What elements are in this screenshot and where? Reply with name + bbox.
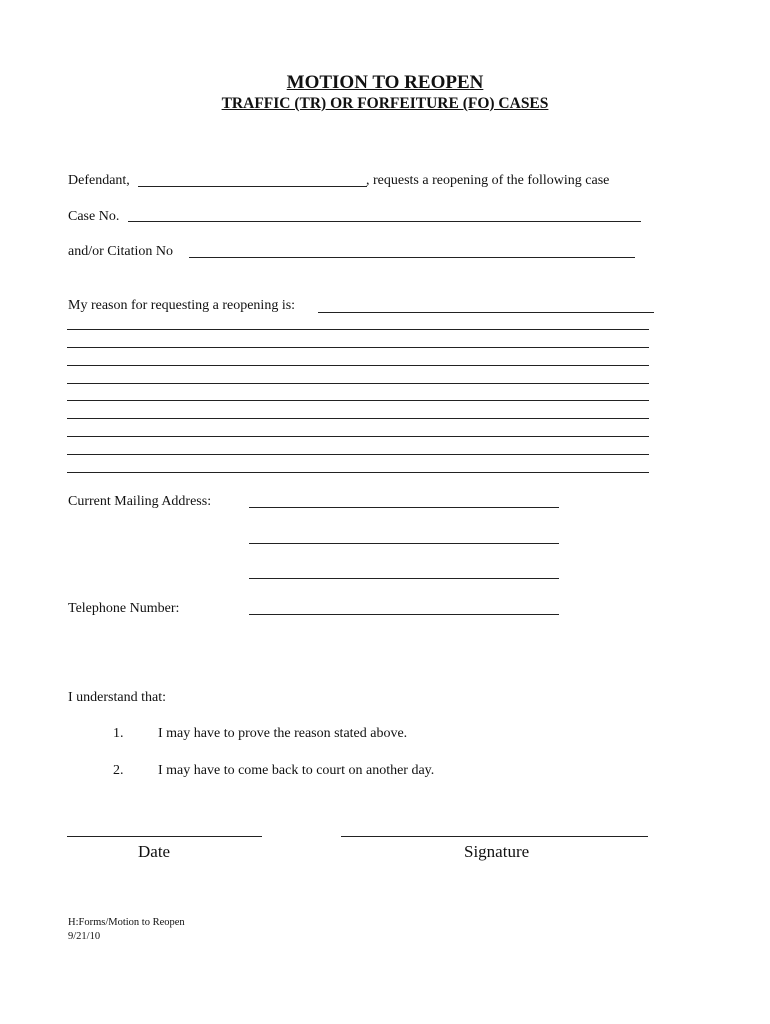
reason-field-line-5[interactable]: [67, 383, 649, 384]
page-subtitle: TRAFFIC (TR) OR FORFEITURE (FO) CASES: [221, 95, 549, 112]
reason-field-line-9[interactable]: [67, 454, 649, 455]
reason-field-line-10[interactable]: [67, 472, 649, 473]
reason-field-line-1[interactable]: [318, 312, 654, 313]
reason-field-line-7[interactable]: [67, 418, 649, 419]
reason-field-line-4[interactable]: [67, 365, 649, 366]
telephone-label: Telephone Number:: [68, 601, 180, 616]
reason-field-line-8[interactable]: [67, 436, 649, 437]
case-no-field[interactable]: [128, 221, 641, 222]
reason-field-line-3[interactable]: [67, 347, 649, 348]
defendant-label: Defendant,: [68, 173, 130, 188]
acknowledgement-item-1-text: I may have to prove the reason stated above.: [158, 726, 408, 741]
reason-label: My reason for requesting a reopening is:: [68, 298, 296, 313]
page-title: MOTION TO REOPEN: [286, 72, 484, 93]
signature-line[interactable]: [341, 836, 648, 837]
acknowledgement-item-1-number: 1.: [113, 726, 124, 741]
footer-path: H:Forms/Motion to Reopen: [68, 917, 185, 928]
telephone-field[interactable]: [249, 614, 559, 615]
date-signature-line[interactable]: [67, 836, 262, 837]
citation-no-field[interactable]: [189, 257, 635, 258]
date-label: Date: [138, 842, 171, 861]
defendant-suffix: , requests a reopening of the following case: [366, 173, 610, 188]
mailing-address-label: Current Mailing Address:: [68, 494, 212, 509]
mailing-address-line-2[interactable]: [249, 543, 559, 544]
reason-field-line-2[interactable]: [67, 329, 649, 330]
case-no-label: Case No.: [68, 209, 120, 224]
footer-date: 9/21/10: [68, 931, 101, 942]
reason-field-line-6[interactable]: [67, 400, 649, 401]
mailing-address-line-1[interactable]: [249, 507, 559, 508]
signature-label: Signature: [464, 842, 530, 861]
acknowledgement-item-2-text: I may have to come back to court on another day.: [158, 763, 435, 778]
acknowledgement-item-2-number: 2.: [113, 763, 124, 778]
citation-no-label: and/or Citation No: [68, 244, 173, 259]
mailing-address-line-3[interactable]: [249, 578, 559, 579]
defendant-field[interactable]: [138, 186, 367, 187]
acknowledgement-intro: I understand that:: [68, 690, 166, 705]
